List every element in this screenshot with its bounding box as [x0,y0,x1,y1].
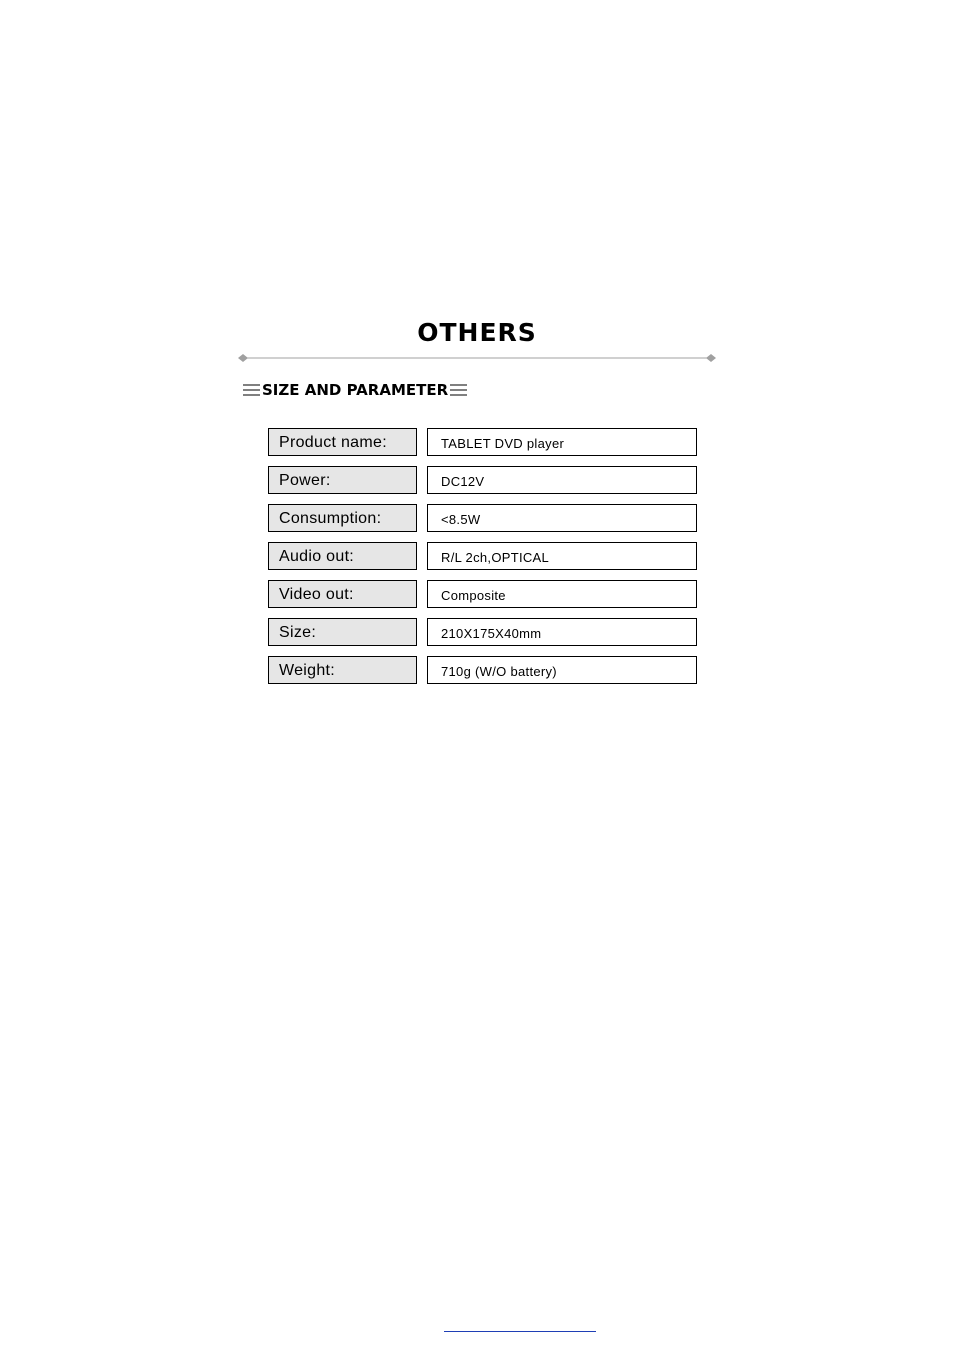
diamond-icon [706,354,716,362]
spec-row-product-name [268,428,696,456]
spec-value: 210X175X40mm [427,618,697,646]
spec-table [268,428,696,694]
footer-link-underline[interactable] [444,1331,596,1332]
triple-line-icon [450,380,467,400]
diamond-icon [238,354,248,362]
spec-label: Size: [268,618,417,646]
spec-row-consumption [268,504,696,532]
spec-label: Power: [268,466,417,494]
spec-label: Audio out: [268,542,417,570]
section-heading-text: SIZE AND PARAMETER [262,381,449,399]
spec-value: TABLET DVD player [427,428,697,456]
spec-row-power [268,466,696,494]
spec-row-audio-out [268,542,696,570]
spec-label: Video out: [268,580,417,608]
spec-label: Consumption: [268,504,417,532]
spec-row-video-out [268,580,696,608]
spec-row-weight [268,656,696,684]
spec-label: Product name: [268,428,417,456]
title-divider [238,352,716,364]
spec-value: R/L 2ch,OPTICAL [427,542,697,570]
spec-row-size [268,618,696,646]
spec-value: DC12V [427,466,697,494]
section-heading [243,380,467,400]
spec-label: Weight: [268,656,417,684]
spec-value: Composite [427,580,697,608]
spec-value: <8.5W [427,504,697,532]
spec-value: 710g (W/O battery) [427,656,697,684]
triple-line-icon [243,380,260,400]
page-title: OTHERS [417,318,537,347]
